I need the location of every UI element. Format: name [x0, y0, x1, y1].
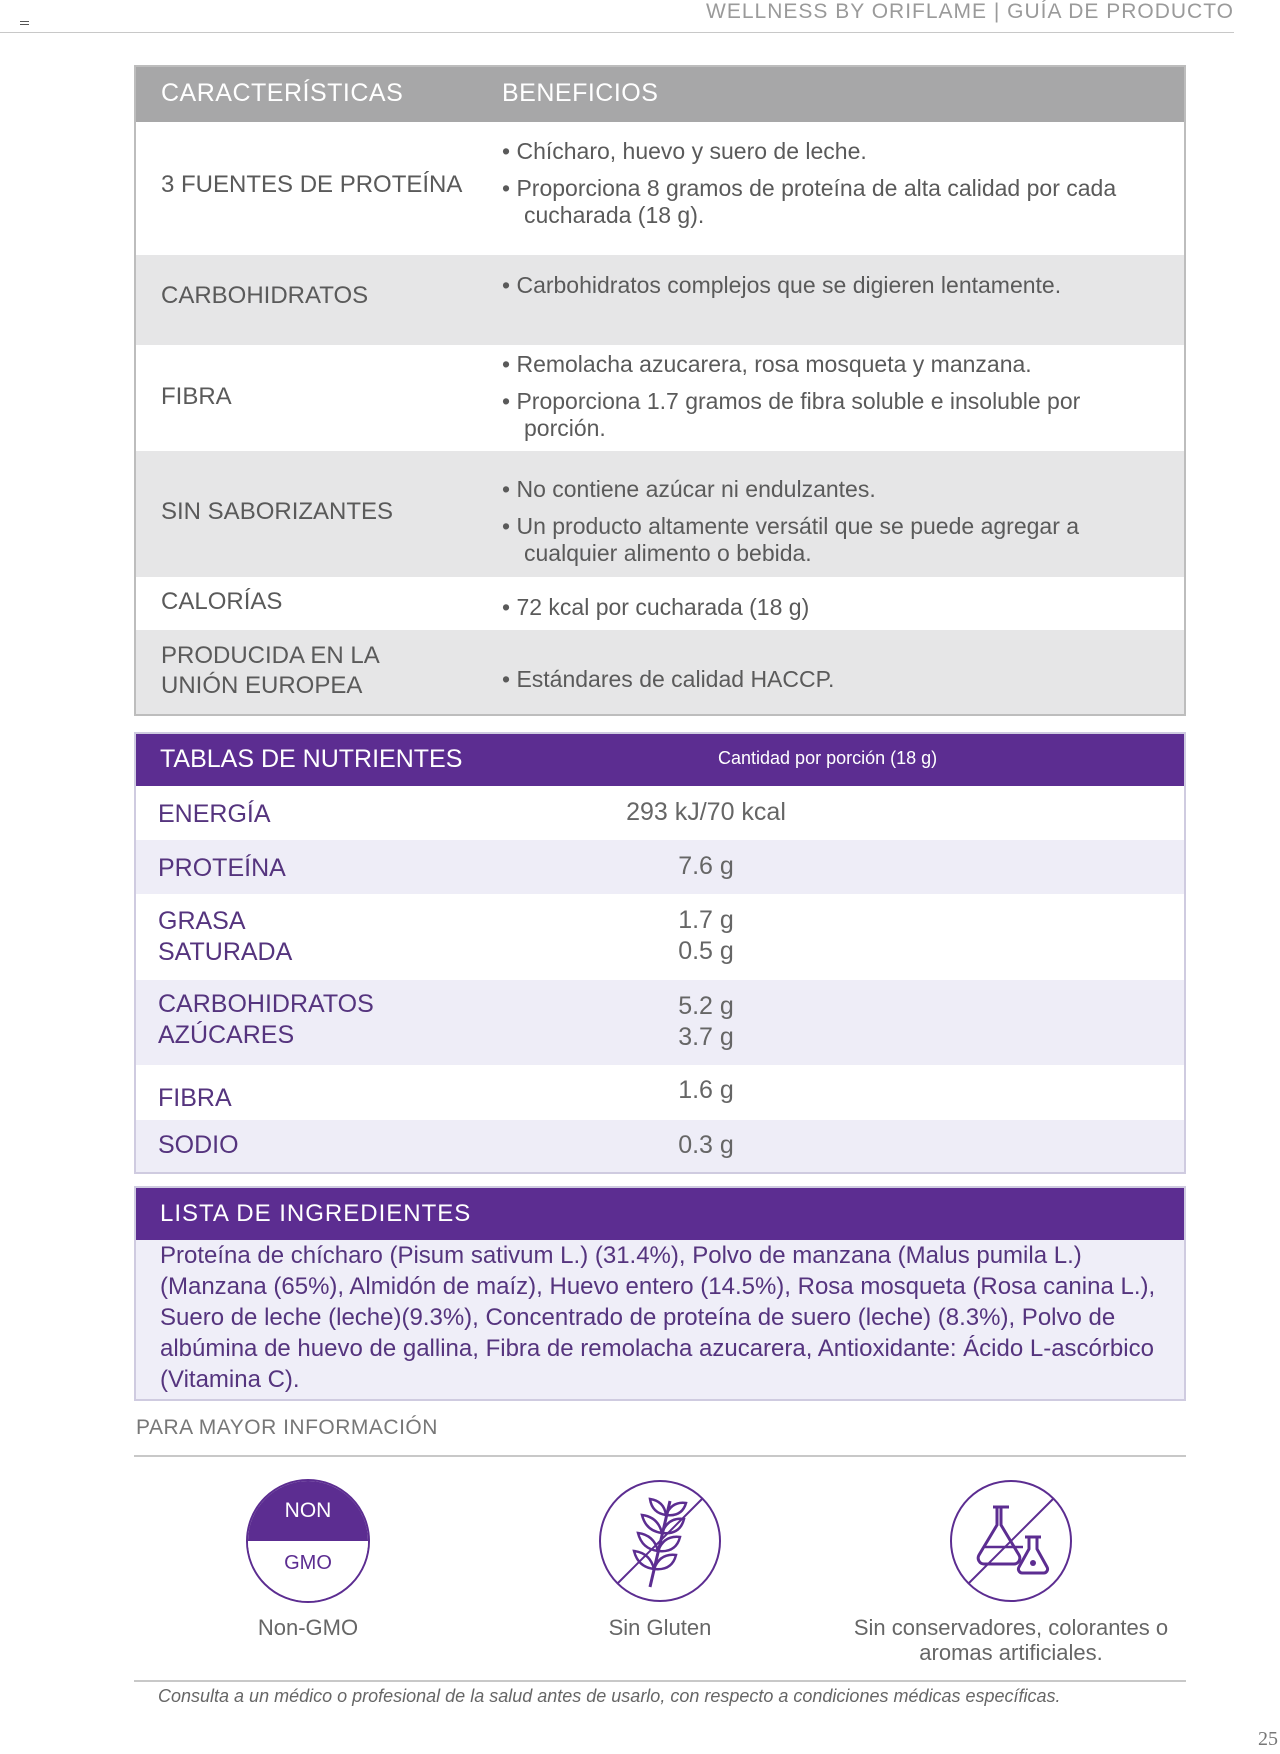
characteristics-header [136, 67, 1184, 122]
nutrient-table [134, 732, 1186, 1174]
amount-per-serving-header: Cantidad por porción (18 g) [718, 748, 938, 768]
nutrient-value [136, 991, 1184, 1053]
nutrient-name-line: CARBOHIDRATOS [158, 990, 374, 1018]
nutrient-value-text: 0.3 g [678, 1131, 734, 1159]
header-divider [0, 32, 1234, 33]
nutrient-value-text: 0.5 g [678, 937, 734, 965]
benefit-item: • Proporciona 8 gramos de proteína de alta calidad por cada cucharada (18 g). [502, 175, 1144, 229]
characteristic-label [161, 641, 380, 701]
benefit-list [502, 594, 1144, 631]
characteristic-label: SIN SABORIZANTES [161, 498, 394, 525]
nutrient-row [136, 980, 1184, 1065]
nutrient-table-title: TABLAS DE NUTRIENTES [160, 745, 463, 773]
no-preservatives-label-line: aromas artificiales. [919, 1640, 1103, 1665]
non-gmo-badge [246, 1479, 370, 1603]
more-info-title: PARA MAYOR INFORMACIÓN [136, 1416, 438, 1439]
nutrient-value-text: 5.2 g [678, 992, 734, 1020]
characteristic-label-line: UNIÓN EUROPEA [161, 672, 363, 699]
nutrient-value [136, 1130, 1184, 1161]
no-preservatives-label-line: Sin conservadores, colorantes o [853, 1615, 1169, 1640]
nutrient-value [136, 851, 1184, 882]
nutrient-name: ENERGÍA [158, 800, 271, 828]
footer-divider [134, 1680, 1186, 1682]
nutrient-table-header [136, 734, 1184, 786]
nutrient-name: SODIO [158, 1131, 239, 1159]
non-gmo-badge-top: NON [248, 1481, 368, 1541]
benefit-item: • Un producto altamente versátil que se puede agregar a cualquier alimento o bebida. [502, 513, 1144, 567]
characteristic-label: 3 FUENTES DE PROTEÍNA [161, 171, 463, 198]
nutrient-value-text: 1.6 g [678, 1076, 734, 1104]
ingredients-box [134, 1186, 1186, 1401]
benefit-item: • Remolacha azucarera, rosa mosqueta y manzana. [502, 351, 1144, 378]
nutrient-name-line: GRASA [158, 907, 246, 935]
nutrient-row [136, 840, 1184, 894]
benefit-list [502, 666, 1144, 703]
nutrient-name-line: AZÚCARES [158, 1021, 295, 1049]
ingredients-text: Proteína de chícharo (Pisum sativum L.) (31.4%), Polvo de manzana (Malus pumila L.) (Manzana (65%), Almidón de maíz), Huevo entero (14.5%), Rosa mosqueta (Rosa canina L.), Suero de leche (leche)(9.3%), Concentrado de proteína de suero (leche) (8.3%), Polvo de albúmina de huevo de gallina, Fibra de remolacha azucarera, Antioxidante: Ácido L-ascórbico (Vitamina C). [160, 1242, 1156, 1393]
nutrient-row [136, 786, 1184, 840]
benefit-list [502, 138, 1144, 239]
nutrient-name: FIBRA [158, 1084, 232, 1112]
characteristic-label: FIBRA [161, 383, 232, 410]
table-row [136, 122, 1184, 255]
nutrient-value-text: 3.7 g [678, 1023, 734, 1051]
benefit-item: • Proporciona 1.7 gramos de fibra soluble e insoluble por porción. [502, 388, 1144, 442]
benefit-item: • Chícharo, huevo y suero de leche. [502, 138, 1144, 165]
non-gmo-badge-bottom: GMO [248, 1541, 368, 1603]
benefit-list [502, 351, 1144, 452]
menu-icon[interactable] [20, 21, 29, 27]
nutrient-row [136, 1120, 1184, 1172]
flask-crossed-icon [949, 1479, 1073, 1603]
non-gmo-label: Non-GMO [257, 1615, 359, 1640]
no-preservatives-label [830, 1615, 1192, 1665]
benefit-item: • Carbohidratos complejos que se digieren lentamente. [502, 272, 1144, 299]
benefit-list [502, 272, 1144, 309]
nutrient-name-line: SATURADA [158, 938, 293, 966]
characteristic-label: CARBOHIDRATOS [161, 282, 369, 309]
gluten-free-label: Sin Gluten [608, 1615, 712, 1640]
characteristics-column-header: CARACTERÍSTICAS [161, 79, 404, 107]
page-header: WELLNESS BY ORIFLAME | GUÍA DE PRODUCTO [706, 0, 1234, 23]
nutrient-value-text: 1.7 g [678, 906, 734, 934]
characteristics-table [134, 65, 1186, 716]
benefit-item: • 72 kcal por cucharada (18 g) [502, 594, 1144, 621]
table-row [136, 345, 1184, 451]
nutrient-value [136, 905, 1184, 967]
ingredients-title: LISTA DE INGREDIENTES [136, 1188, 1184, 1240]
nutrient-name: PROTEÍNA [158, 854, 286, 882]
nutrient-value-text: 7.6 g [678, 852, 734, 880]
table-row [136, 451, 1184, 577]
nutrient-row [136, 894, 1184, 980]
nutrient-value-text: 293 kJ/70 kcal [626, 798, 786, 826]
wheat-crossed-icon [598, 1479, 722, 1603]
page-number: 25 [1258, 1728, 1278, 1750]
benefits-column-header: BENEFICIOS [502, 79, 659, 107]
characteristic-label: CALORÍAS [161, 588, 283, 615]
nutrient-value [136, 1075, 1184, 1106]
benefit-item: • Estándares de calidad HACCP. [502, 666, 1144, 693]
table-row [136, 255, 1184, 345]
benefit-item: • No contiene azúcar ni endulzantes. [502, 476, 1144, 503]
nutrient-row [136, 1065, 1184, 1120]
medical-disclaimer: Consulta a un médico o profesional de la salud antes de usarlo, con respecto a condiciones médicas específicas. [158, 1686, 1061, 1706]
table-row [136, 630, 1184, 714]
characteristic-label-line: PRODUCIDA EN LA [161, 642, 380, 669]
more-info-divider [134, 1455, 1186, 1457]
table-row [136, 577, 1184, 630]
benefit-list [502, 476, 1144, 577]
nutrient-value [136, 797, 1184, 828]
